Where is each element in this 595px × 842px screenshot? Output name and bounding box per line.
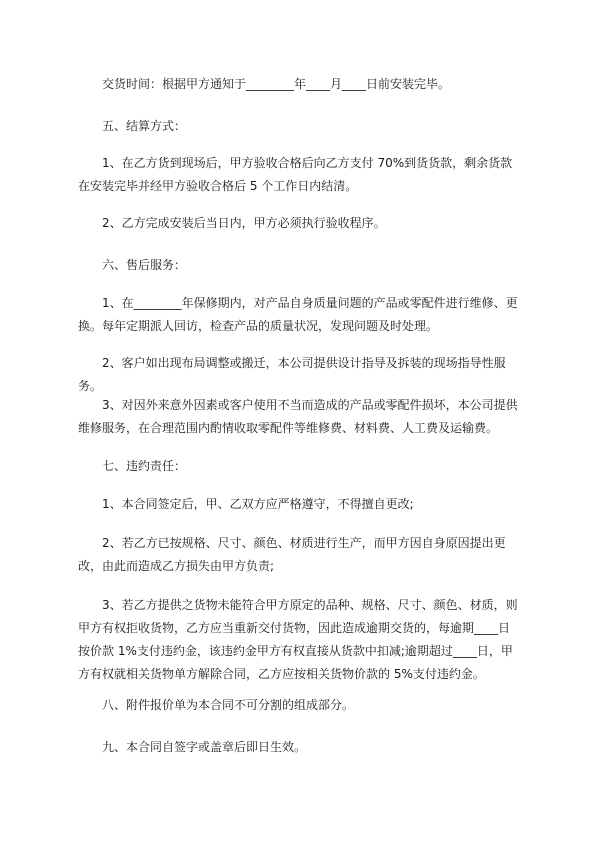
section-6-heading: 六、售后服务： — [102, 258, 187, 272]
section-7-heading: 七、违约责任： — [102, 459, 187, 473]
section-9-paragraph: 九、本合同自签字或盖章后即日生效。 — [102, 740, 307, 754]
liability-clause-2: 2、若乙方已按规格、尺寸、颜色、材质进行生产，而甲方因自身原因提出更改，由此而造成乙方损失由甲方负责; — [78, 536, 506, 573]
after-sales-clause-2: 2、客户如出现布局调整或搬迁，本公司提供设计指导及拆装的现场指导性服务。 — [78, 356, 506, 393]
liability-clause-3: 3、若乙方提供之货物未能符合甲方原定的品种、规格、尺寸、颜色、材质，则甲方有权拒收货物，乙方应当重新交付货物，因此造成逾期交货的，每逾期____日按价款 1%支付违约金，该违约金甲方有权直接从货款中扣减;逾期超过____日，甲方有权就相关货物单方解除合同，乙方应按相关货物价款的 5%支付违约金。 — [78, 598, 518, 681]
section-5-heading: 五、结算方式： — [102, 119, 187, 133]
liability-clause-1: 1、本合同签定后，甲、乙双方应严格遵守，不得擅自更改; — [102, 497, 414, 511]
settlement-clause-1: 1、在乙方货到现场后，甲方验收合格后向乙方支付 70%到货货款，剩余货款在安装完毕并经甲方验收合格后 5 个工作日内结清。 — [78, 156, 513, 193]
after-sales-clause-1: 1、在________年保修期内，对产品自身质量问题的产品或零配件进行维修、更换。每年定期派人回访，检查产品的质量状况，发现问题及时处理。 — [78, 296, 518, 333]
settlement-clause-2: 2、乙方完成安装后当日内，甲方必须执行验收程序。 — [102, 216, 386, 230]
delivery-time-paragraph: 交货时间：根据甲方通知于________年____月____日前安装完毕。 — [102, 77, 451, 91]
section-8-paragraph: 八、附件报价单为本合同不可分割的组成部分。 — [102, 698, 355, 712]
after-sales-clause-3: 3、对因外来意外因素或客户使用不当而造成的产品或零配件损坏，本公司提供维修服务，在合理范围内酌情收取零配件等维修费、材料费、人工费及运输费。 — [78, 398, 518, 435]
